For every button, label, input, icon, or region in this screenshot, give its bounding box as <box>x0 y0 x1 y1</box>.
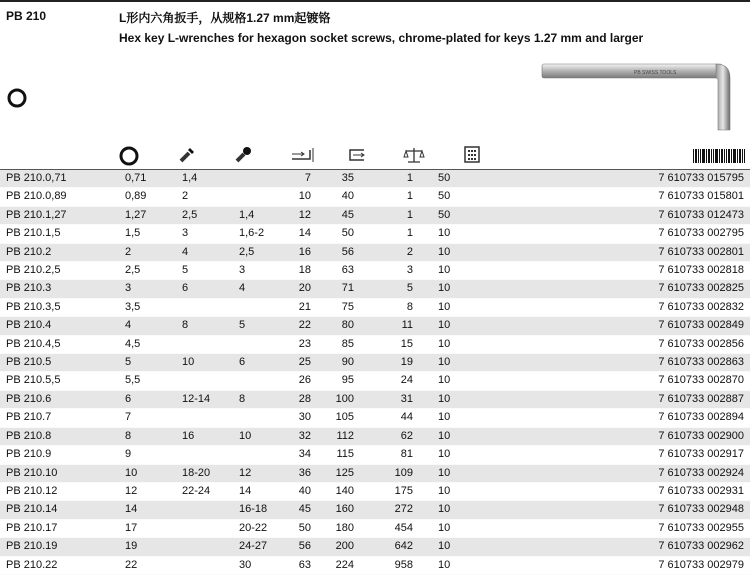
article-number-cell: PB 210.1,5 <box>0 225 125 243</box>
table-row <box>0 243 750 261</box>
title-english: Hex key L-wrenches for hexagon socket screws, chrome-plated for keys 1.27 mm and larger <box>119 31 644 45</box>
article-number-cell: PB 210.19 <box>0 538 125 556</box>
table-row <box>0 170 750 188</box>
hex-socket-icon <box>7 88 27 108</box>
barcode-icon <box>693 149 745 163</box>
screw-size-cell <box>182 501 239 519</box>
hex-size-cell: 0,89 <box>125 188 182 206</box>
article-number-cell: PB 210.14 <box>0 501 125 519</box>
weight-cell: 454 <box>354 519 413 537</box>
short-leg-length-cell: 20 <box>291 280 311 298</box>
hex-size-cell: 4,5 <box>125 335 182 353</box>
long-leg-length-cell: 75 <box>311 298 354 316</box>
short-leg-length-cell: 34 <box>291 446 311 464</box>
article-number-cell: PB 210.4 <box>0 317 125 335</box>
package-quantity-cell: 10 <box>413 482 478 500</box>
ean-code-cell: 7 610733 015801 <box>478 188 750 206</box>
screw-size-cell <box>182 372 239 390</box>
package-quantity-cell: 10 <box>413 225 478 243</box>
weight-cell: 1 <box>354 206 413 224</box>
article-number-cell: PB 210.8 <box>0 427 125 445</box>
article-number-cell: PB 210.3,5 <box>0 298 125 316</box>
package-quantity-cell: 10 <box>413 298 478 316</box>
long-leg-length-cell: 95 <box>311 372 354 390</box>
hex-size-cell: 3 <box>125 280 182 298</box>
weight-cell: 19 <box>354 354 413 372</box>
short-leg-length-cell: 45 <box>291 501 311 519</box>
ean-code-cell: 7 610733 002917 <box>478 446 750 464</box>
head-screw-size-cell <box>239 170 291 188</box>
article-number-cell: PB 210.10 <box>0 464 125 482</box>
product-table <box>0 169 750 575</box>
article-number-cell: PB 210.5,5 <box>0 372 125 390</box>
short-leg-length-cell: 40 <box>291 482 311 500</box>
screw-size-cell: 5 <box>182 262 239 280</box>
head-screw-size-cell: 6 <box>239 354 291 372</box>
table-row <box>0 262 750 280</box>
hex-size-cell: 19 <box>125 538 182 556</box>
table-row <box>0 519 750 537</box>
ean-code-cell: 7 610733 002955 <box>478 519 750 537</box>
short-leg-length-cell: 14 <box>291 225 311 243</box>
package-quantity-cell: 10 <box>413 243 478 261</box>
hex-size-cell: 2,5 <box>125 262 182 280</box>
short-leg-length-cell: 7 <box>291 170 311 188</box>
hex-size-cell: 5 <box>125 354 182 372</box>
short-leg-length-cell: 12 <box>291 206 311 224</box>
ean-code-cell: 7 610733 002948 <box>478 501 750 519</box>
ean-code-cell: 7 610733 002894 <box>478 409 750 427</box>
package-quantity-cell: 10 <box>413 519 478 537</box>
screw-size-cell: 1,4 <box>182 170 239 188</box>
weight-cell: 81 <box>354 446 413 464</box>
ean-code-cell: 7 610733 002870 <box>478 372 750 390</box>
weight-cell: 272 <box>354 501 413 519</box>
weight-cell: 958 <box>354 556 413 574</box>
package-quantity-cell: 10 <box>413 280 478 298</box>
table-row <box>0 298 750 316</box>
long-leg-length-cell: 125 <box>311 464 354 482</box>
package-quantity-cell: 50 <box>413 170 478 188</box>
weight-cell: 642 <box>354 538 413 556</box>
table-row <box>0 409 750 427</box>
table-row <box>0 482 750 500</box>
hex-size-cell: 2 <box>125 243 182 261</box>
article-number-cell: PB 210.22 <box>0 556 125 574</box>
head-screw-size-cell: 14 <box>239 482 291 500</box>
long-leg-length-cell: 85 <box>311 335 354 353</box>
short-leg-length-cell: 63 <box>291 556 311 574</box>
screw-size-cell <box>182 538 239 556</box>
head-screw-size-cell <box>239 188 291 206</box>
hex-key-wrench-icon <box>540 58 750 138</box>
ean-code-cell: 7 610733 002979 <box>478 556 750 574</box>
long-leg-length-cell: 224 <box>311 556 354 574</box>
package-quantity-cell: 10 <box>413 317 478 335</box>
weight-cell: 62 <box>354 427 413 445</box>
screw-size-cell: 22-24 <box>182 482 239 500</box>
table-row <box>0 335 750 353</box>
package-quantity-cell: 10 <box>413 409 478 427</box>
weight-cell: 1 <box>354 188 413 206</box>
weight-cell: 8 <box>354 298 413 316</box>
head-screw-size-cell <box>239 446 291 464</box>
long-leg-length-cell: 45 <box>311 206 354 224</box>
article-number-cell: PB 210.12 <box>0 482 125 500</box>
short-leg-length-cell: 23 <box>291 335 311 353</box>
table-row <box>0 354 750 372</box>
package-quantity-cell: 10 <box>413 427 478 445</box>
product-table-body <box>0 170 750 575</box>
article-number-cell: PB 210.4,5 <box>0 335 125 353</box>
screw-icon <box>178 146 196 164</box>
weight-cell: 3 <box>354 262 413 280</box>
short-leg-length-cell: 22 <box>291 317 311 335</box>
long-leg-length-icon <box>346 146 368 164</box>
head-screw-size-cell: 4 <box>239 280 291 298</box>
hex-size-cell: 1,27 <box>125 206 182 224</box>
short-leg-length-cell: 30 <box>291 409 311 427</box>
ean-code-cell: 7 610733 002924 <box>478 464 750 482</box>
head-screw-size-cell: 1,4 <box>239 206 291 224</box>
ean-code-cell: 7 610733 012473 <box>478 206 750 224</box>
weight-cell: 31 <box>354 390 413 408</box>
head-screw-size-cell: 30 <box>239 556 291 574</box>
package-quantity-cell: 10 <box>413 538 478 556</box>
article-number-cell: PB 210.9 <box>0 446 125 464</box>
long-leg-length-cell: 160 <box>311 501 354 519</box>
short-leg-length-cell: 25 <box>291 354 311 372</box>
weight-cell: 15 <box>354 335 413 353</box>
screw-size-cell: 12-14 <box>182 390 239 408</box>
weight-cell: 175 <box>354 482 413 500</box>
hex-size-cell: 6 <box>125 390 182 408</box>
ean-code-cell: 7 610733 002863 <box>478 354 750 372</box>
product-code: PB 210 <box>6 9 47 23</box>
long-leg-length-cell: 115 <box>311 446 354 464</box>
screw-size-cell: 3 <box>182 225 239 243</box>
ean-code-cell: 7 610733 002801 <box>478 243 750 261</box>
screw-size-cell: 16 <box>182 427 239 445</box>
article-number-cell: PB 210.5 <box>0 354 125 372</box>
screw-head-icon <box>234 146 252 164</box>
table-row <box>0 225 750 243</box>
table-row <box>0 188 750 206</box>
head-screw-size-cell: 1,6-2 <box>239 225 291 243</box>
column-icons-row <box>0 143 750 169</box>
hex-size-cell: 5,5 <box>125 372 182 390</box>
hex-size-cell: 14 <box>125 501 182 519</box>
package-quantity-cell: 10 <box>413 372 478 390</box>
table-row <box>0 464 750 482</box>
screw-size-cell <box>182 446 239 464</box>
screw-size-cell <box>182 519 239 537</box>
head-screw-size-cell: 2,5 <box>239 243 291 261</box>
hex-size-cell: 17 <box>125 519 182 537</box>
package-quantity-cell: 10 <box>413 501 478 519</box>
long-leg-length-cell: 105 <box>311 409 354 427</box>
package-quantity-cell: 10 <box>413 556 478 574</box>
short-leg-length-cell: 56 <box>291 538 311 556</box>
screw-size-cell <box>182 556 239 574</box>
ean-code-cell: 7 610733 002887 <box>478 390 750 408</box>
ean-code-cell: 7 610733 002818 <box>478 262 750 280</box>
head-screw-size-cell: 3 <box>239 262 291 280</box>
screw-size-cell <box>182 298 239 316</box>
long-leg-length-cell: 180 <box>311 519 354 537</box>
weight-cell: 44 <box>354 409 413 427</box>
long-leg-length-cell: 50 <box>311 225 354 243</box>
hex-size-cell: 9 <box>125 446 182 464</box>
long-leg-length-cell: 90 <box>311 354 354 372</box>
weight-cell: 11 <box>354 317 413 335</box>
screw-size-cell: 4 <box>182 243 239 261</box>
table-row <box>0 206 750 224</box>
hex-size-cell: 4 <box>125 317 182 335</box>
package-quantity-cell: 10 <box>413 354 478 372</box>
package-quantity-icon <box>464 146 480 163</box>
short-leg-length-cell: 28 <box>291 390 311 408</box>
hex-size-cell: 8 <box>125 427 182 445</box>
package-quantity-cell: 50 <box>413 188 478 206</box>
table-row <box>0 538 750 556</box>
head-screw-size-cell <box>239 372 291 390</box>
ean-code-cell: 7 610733 002931 <box>478 482 750 500</box>
head-screw-size-cell: 16-18 <box>239 501 291 519</box>
short-leg-length-cell: 16 <box>291 243 311 261</box>
table-row <box>0 317 750 335</box>
ean-code-cell: 7 610733 002825 <box>478 280 750 298</box>
short-leg-length-cell: 50 <box>291 519 311 537</box>
table-row <box>0 427 750 445</box>
hex-size-cell: 1,5 <box>125 225 182 243</box>
long-leg-length-cell: 56 <box>311 243 354 261</box>
package-quantity-cell: 10 <box>413 262 478 280</box>
table-row <box>0 446 750 464</box>
screw-size-cell: 6 <box>182 280 239 298</box>
article-number-cell: PB 210.1,27 <box>0 206 125 224</box>
hex-socket-icon <box>119 146 139 166</box>
ean-code-cell: 7 610733 002900 <box>478 427 750 445</box>
hex-size-cell: 22 <box>125 556 182 574</box>
short-leg-length-icon <box>290 146 316 164</box>
hex-size-cell: 10 <box>125 464 182 482</box>
ean-code-cell: 7 610733 002962 <box>478 538 750 556</box>
hex-size-cell: 0,71 <box>125 170 182 188</box>
table-row <box>0 372 750 390</box>
head-screw-size-cell: 12 <box>239 464 291 482</box>
table-row <box>0 501 750 519</box>
screw-size-cell <box>182 335 239 353</box>
head-screw-size-cell: 8 <box>239 390 291 408</box>
short-leg-length-cell: 10 <box>291 188 311 206</box>
hex-size-cell: 3,5 <box>125 298 182 316</box>
head-screw-size-cell: 20-22 <box>239 519 291 537</box>
table-row <box>0 556 750 574</box>
screw-size-cell: 18-20 <box>182 464 239 482</box>
long-leg-length-cell: 200 <box>311 538 354 556</box>
weight-cell: 1 <box>354 225 413 243</box>
package-quantity-cell: 10 <box>413 390 478 408</box>
head-screw-size-cell <box>239 409 291 427</box>
short-leg-length-cell: 36 <box>291 464 311 482</box>
hex-size-cell: 12 <box>125 482 182 500</box>
package-quantity-cell: 50 <box>413 206 478 224</box>
table-row <box>0 390 750 408</box>
article-number-cell: PB 210.3 <box>0 280 125 298</box>
long-leg-length-cell: 140 <box>311 482 354 500</box>
short-leg-length-cell: 26 <box>291 372 311 390</box>
weight-cell: 5 <box>354 280 413 298</box>
head-screw-size-cell <box>239 335 291 353</box>
long-leg-length-cell: 112 <box>311 427 354 445</box>
top-rule <box>0 0 750 2</box>
weight-cell: 2 <box>354 243 413 261</box>
article-number-cell: PB 210.7 <box>0 409 125 427</box>
package-quantity-cell: 10 <box>413 464 478 482</box>
ean-code-cell: 7 610733 002832 <box>478 298 750 316</box>
article-number-cell: PB 210.0,89 <box>0 188 125 206</box>
head-screw-size-cell: 5 <box>239 317 291 335</box>
screw-size-cell: 10 <box>182 354 239 372</box>
ean-code-cell: 7 610733 002849 <box>478 317 750 335</box>
article-number-cell: PB 210.2,5 <box>0 262 125 280</box>
title-chinese: L形内六角扳手，从规格1.27 mm起镀铬 <box>119 11 331 25</box>
head-screw-size-cell: 24-27 <box>239 538 291 556</box>
article-number-cell: PB 210.6 <box>0 390 125 408</box>
long-leg-length-cell: 100 <box>311 390 354 408</box>
ean-code-cell: 7 610733 015795 <box>478 170 750 188</box>
package-quantity-cell: 10 <box>413 446 478 464</box>
package-quantity-cell: 10 <box>413 335 478 353</box>
head-screw-size-cell: 10 <box>239 427 291 445</box>
screw-size-cell: 2,5 <box>182 206 239 224</box>
long-leg-length-cell: 35 <box>311 170 354 188</box>
long-leg-length-cell: 63 <box>311 262 354 280</box>
ean-code-cell: 7 610733 002856 <box>478 335 750 353</box>
head-screw-size-cell <box>239 298 291 316</box>
screw-size-cell: 2 <box>182 188 239 206</box>
article-number-cell: PB 210.17 <box>0 519 125 537</box>
ean-code-cell: 7 610733 002795 <box>478 225 750 243</box>
article-number-cell: PB 210.2 <box>0 243 125 261</box>
screw-size-cell <box>182 409 239 427</box>
hex-size-cell: 7 <box>125 409 182 427</box>
short-leg-length-cell: 32 <box>291 427 311 445</box>
table-row <box>0 280 750 298</box>
weight-cell: 24 <box>354 372 413 390</box>
article-number-cell: PB 210.0,71 <box>0 170 125 188</box>
long-leg-length-cell: 40 <box>311 188 354 206</box>
weight-scale-icon <box>403 146 425 164</box>
brand-mark-text: PB SWISS TOOLS <box>634 70 677 76</box>
screw-size-cell: 8 <box>182 317 239 335</box>
long-leg-length-cell: 71 <box>311 280 354 298</box>
short-leg-length-cell: 21 <box>291 298 311 316</box>
weight-cell: 109 <box>354 464 413 482</box>
long-leg-length-cell: 80 <box>311 317 354 335</box>
weight-cell: 1 <box>354 170 413 188</box>
short-leg-length-cell: 18 <box>291 262 311 280</box>
